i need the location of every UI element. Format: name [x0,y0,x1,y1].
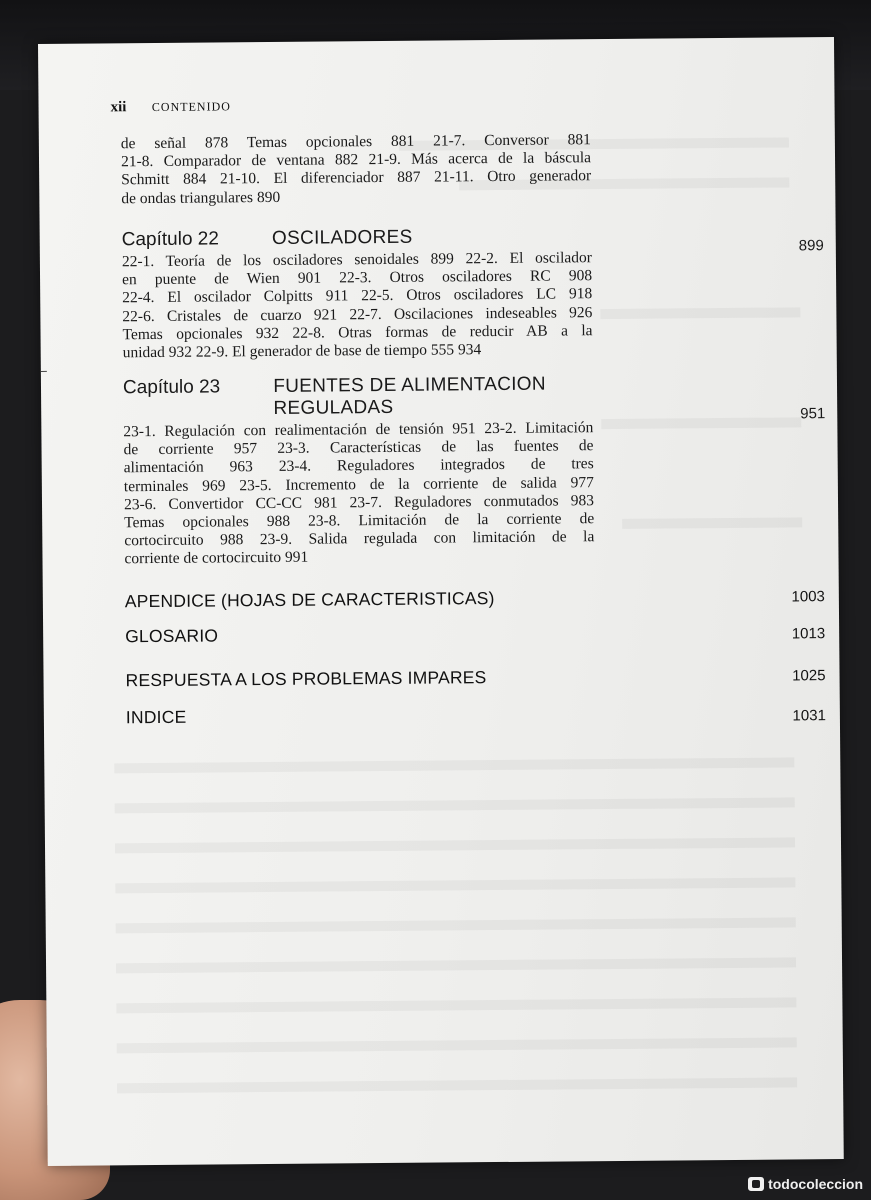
text-line: unidad 932 22-9. El generador de base de tiempo 555 934 [122,341,482,362]
chapter-22-contents [122,249,593,362]
continued-paragraph [121,131,592,208]
text-line: de corriente 957 23-3. Características de las fuentes de [123,437,594,459]
chapter-23-contents [123,419,594,569]
page-number: xii [110,99,127,116]
watermark-text: todocoleccion [768,1176,863,1192]
text-line: terminales 969 23-5. Incremento de la corriente de salida 977 [123,473,594,495]
chapter-title: OSCILADORES [271,226,413,249]
text-line: Temas opcionales 988 23-8. Limitación de la corriente de [124,510,595,532]
section-page-number: 1003 [791,588,825,606]
text-line: corriente de cortocircuito 991 [124,549,309,568]
text-line: 21-8. Comparador de ventana 882 21-9. Más acerca de la báscula [120,149,592,171]
section-page-number: 1031 [792,707,826,725]
text-line: 22-4. El oscilador Colpitts 911 22-5. Otros osciladores LC 918 [122,285,593,307]
text-line: 23-1. Regulación con realimentación de tensión 951 23-2. Limitación [123,419,594,441]
margin-mark [41,371,47,372]
page-header-title: CONTENIDO [151,99,231,115]
section-index: INDICE [125,706,187,728]
chapter-heading-22 [122,227,413,252]
text-line: de ondas triangulares 890 [121,188,281,207]
text-line: de señal 878 Temas opcionales 881 21-7. Conversor 881 [120,131,591,153]
section-page-number: 1013 [791,625,826,643]
section-answers: RESPUESTA A LOS PROBLEMAS IMPARES [125,667,487,691]
chapter-page-number: 899 [798,237,824,255]
text-line: 23-6. Convertidor CC-CC 981 23-7. Reguladores conmutados 983 [123,491,595,514]
text-line: Schmitt 884 21-10. El diferenciador 887 21-11. Otro generador [121,167,592,189]
text-line: en puente de Wien 901 22-3. Otros osciladores RC 908 [121,267,593,289]
book-page [38,37,844,1166]
chapter-title-line-2: REGULADAS [273,396,394,419]
todocoleccion-logo-icon [748,1177,764,1191]
text-line: Temas opcionales 932 22-8. Otras formas de reducir AB a la [122,321,593,344]
chapter-title-line-1: FUENTES DE ALIMENTACION [273,373,546,397]
page-header [110,98,230,116]
chapter-label: Capítulo 23 [122,376,221,399]
watermark [748,1176,863,1192]
section-glossary: GLOSARIO [125,625,219,647]
chapter-page-number: 951 [800,405,826,423]
chapter-title [273,374,546,420]
section-page-number: 1025 [792,667,826,685]
text-line: 22-1. Teoría de los osciladores senoidales 899 22-2. El oscilador [121,249,592,271]
chapter-label: Capítulo 22 [121,228,219,251]
chapter-heading-23 [123,374,546,422]
text-line: cortocircuito 988 23-9. Salida regulada con limitación de la [124,528,595,550]
text-line: alimentación 963 23-4. Reguladores integrados de tres [123,455,594,477]
section-appendix: APENDICE (HOJAS DE CARACTERISTICAS) [124,588,495,612]
text-line: 22-6. Cristales de cuarzo 921 22-7. Oscilaciones indeseables 926 [122,303,593,325]
